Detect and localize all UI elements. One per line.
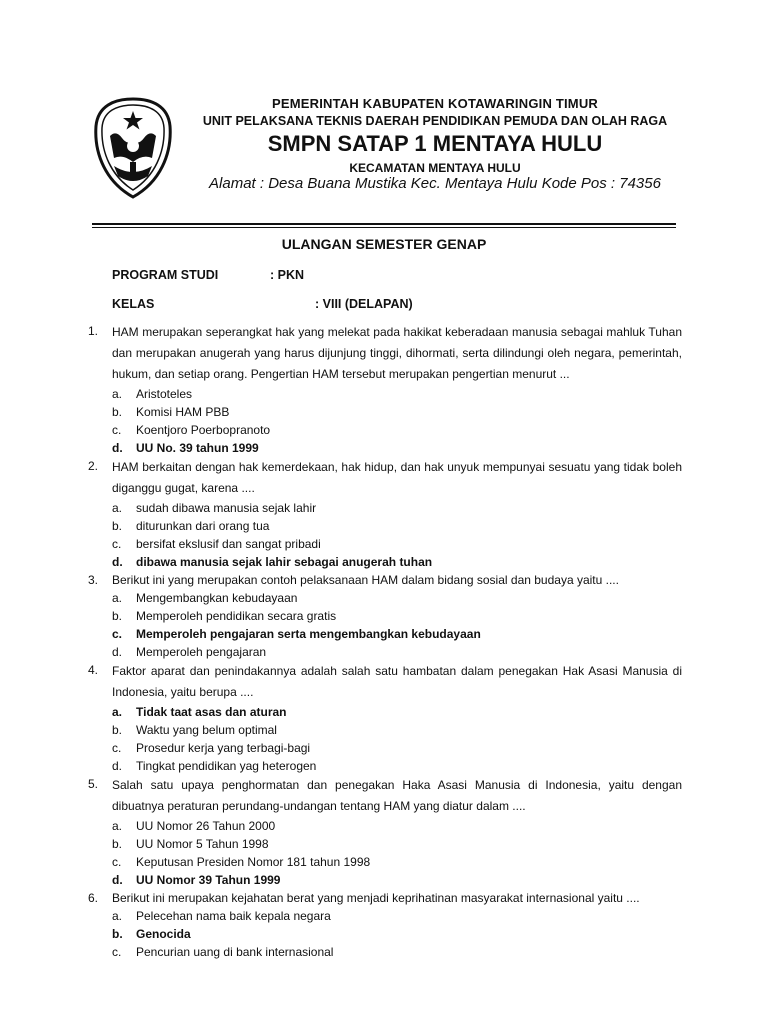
option-a — [112, 589, 682, 607]
option-text: Waktu yang belum optimal — [136, 723, 277, 737]
option-a — [112, 817, 682, 835]
option-a — [112, 499, 682, 517]
option-d — [112, 871, 682, 889]
question-text: Faktor aparat dan penindakannya adalah salah satu hambatan dalam penegakan Hak Asasi Manusia di Indonesia, yaitu berupa .... — [112, 664, 682, 699]
options-list — [112, 817, 682, 889]
option-a — [112, 385, 682, 403]
option-letter: d. — [112, 759, 123, 773]
option-letter: d. — [112, 441, 123, 455]
option-a — [112, 703, 682, 721]
options-list — [112, 589, 682, 661]
option-letter: c. — [112, 537, 122, 551]
option-d — [112, 553, 682, 571]
option-letter: b. — [112, 723, 123, 737]
question-text: HAM berkaitan dengan hak kemerdekaan, hak hidup, dan hak unyuk mempunyai sesuatu yang tidak boleh diganggu gugat, karena .... — [112, 460, 682, 495]
option-letter: b. — [112, 519, 123, 533]
option-letter: a. — [112, 387, 123, 401]
question-2 — [88, 457, 682, 571]
school-name: SMPN SATAP 1 MENTAYA HULU — [267, 131, 603, 156]
option-letter: a. — [112, 909, 123, 923]
option-c — [112, 853, 682, 871]
program-label: PROGRAM STUDI — [112, 268, 219, 282]
shield-emblem-icon — [92, 96, 174, 200]
option-a — [112, 907, 682, 925]
question-number: 6. — [88, 891, 99, 905]
option-text: diturunkan dari orang tua — [136, 519, 270, 533]
agency-name: UNIT PELAKSANA TEKNIS DAERAH PENDIDIKAN PEMUDA DAN OLAH RAGA — [202, 114, 668, 128]
option-text: dibawa manusia sejak lahir sebagai anugerah tuhan — [136, 555, 433, 569]
letterhead-divider-thin — [92, 227, 676, 228]
option-text: Koentjoro Poerbopranoto — [136, 423, 271, 437]
option-letter: d. — [112, 645, 123, 659]
option-letter: b. — [112, 405, 123, 419]
class-label: KELAS — [112, 297, 155, 311]
option-letter: c. — [112, 855, 122, 869]
option-letter: a. — [112, 819, 123, 833]
option-letter: c. — [112, 423, 122, 437]
government-name: PEMERINTAH KABUPATEN KOTAWARINGIN TIMUR — [271, 96, 599, 111]
option-c — [112, 421, 682, 439]
options-list — [112, 385, 682, 457]
question-number: 1. — [88, 324, 99, 338]
question-number: 2. — [88, 459, 99, 473]
program-value: : PKN — [270, 268, 305, 282]
question-text: HAM merupakan seperangkat hak yang melekat pada hakikat keberadaan manusia sebagai mahluk Tuhan dan merupakan anugerah yang harus dijunjung tinggi, dihormati, serta dilindungi oleh negara, pemerintah, hukum, dan setiap orang. Pengertian HAM tersebut merupakan pengertian menurut ... — [112, 325, 682, 381]
option-c — [112, 535, 682, 553]
option-letter: a. — [112, 591, 123, 605]
question-3 — [88, 571, 682, 661]
option-c — [112, 625, 682, 643]
option-text: UU No. 39 tahun 1999 — [136, 441, 259, 455]
question-number: 5. — [88, 777, 99, 791]
option-text: bersifat ekslusif dan sangat pribadi — [136, 537, 321, 551]
regency-emblem — [92, 96, 174, 200]
question-number: 4. — [88, 663, 99, 677]
option-text: Memperoleh pengajaran — [136, 645, 267, 659]
option-text: Tingkat pendidikan yag heterogen — [136, 759, 317, 773]
option-c — [112, 739, 682, 757]
option-text: sudah dibawa manusia sejak lahir — [136, 501, 317, 515]
option-b — [112, 607, 682, 625]
option-text: Mengembangkan kebudayaan — [136, 591, 298, 605]
option-b — [112, 925, 682, 943]
option-text: Tidak taat asas dan aturan — [136, 705, 287, 719]
option-b — [112, 721, 682, 739]
question-6 — [88, 889, 682, 961]
option-letter: c. — [112, 945, 122, 959]
option-text: Prosedur kerja yang terbagi-bagi — [136, 741, 311, 755]
option-text: Pelecehan nama baik kepala negara — [136, 909, 331, 923]
option-letter: a. — [112, 705, 123, 719]
option-d — [112, 439, 682, 457]
option-text: UU Nomor 5 Tahun 1998 — [136, 837, 269, 851]
option-d — [112, 757, 682, 775]
question-1 — [88, 322, 682, 457]
question-5 — [88, 775, 682, 889]
letterhead-divider-thick — [92, 223, 676, 225]
option-text: Memperoleh pendidikan secara gratis — [136, 609, 337, 623]
question-4 — [88, 661, 682, 775]
option-b — [112, 403, 682, 421]
option-b — [112, 517, 682, 535]
option-text: UU Nomor 26 Tahun 2000 — [136, 819, 276, 833]
option-text: Genocida — [136, 927, 191, 941]
options-list — [112, 499, 682, 571]
option-letter: c. — [112, 741, 122, 755]
option-text: UU Nomor 39 Tahun 1999 — [136, 873, 281, 887]
question-number: 3. — [88, 573, 99, 587]
question-list — [88, 322, 682, 961]
option-text: Aristoteles — [136, 387, 193, 401]
school-address: Alamat : Desa Buana Mustika Kec. Mentaya Hulu Kode Pos : 74356 — [209, 175, 661, 192]
options-list — [112, 703, 682, 775]
options-list — [112, 907, 682, 961]
option-letter: a. — [112, 501, 123, 515]
question-text: Salah satu upaya penghormatan dan penegakan Haka Asasi Manusia di Indonesia, yaitu dengan dibuatnya peraturan perundang-undangan tentang HAM yang diatur dalam .... — [112, 778, 682, 813]
option-letter: d. — [112, 873, 123, 887]
option-text: Keputusan Presiden Nomor 181 tahun 1998 — [136, 855, 371, 869]
exam-title: ULANGAN SEMESTER GENAP — [281, 236, 487, 252]
option-c — [112, 943, 682, 961]
district-name: KECAMATAN MENTAYA HULU — [349, 161, 521, 175]
option-letter: b. — [112, 837, 123, 851]
option-d — [112, 643, 682, 661]
option-letter: c. — [112, 627, 123, 641]
option-b — [112, 835, 682, 853]
option-letter: d. — [112, 555, 123, 569]
question-text: Berikut ini merupakan kejahatan berat yang menjadi keprihatinan masyarakat internasional yaitu .... — [112, 891, 640, 905]
option-text: Komisi HAM PBB — [136, 405, 230, 419]
class-value: : VIII (DELAPAN) — [315, 297, 413, 311]
option-text: Pencurian uang di bank internasional — [136, 945, 334, 959]
question-text: Berikut ini yang merupakan contoh pelaksanaan HAM dalam bidang sosial dan budaya yaitu .... — [112, 573, 619, 587]
option-letter: b. — [112, 609, 123, 623]
option-text: Memperoleh pengajaran serta mengembangkan kebudayaan — [136, 627, 481, 641]
option-letter: b. — [112, 927, 123, 941]
